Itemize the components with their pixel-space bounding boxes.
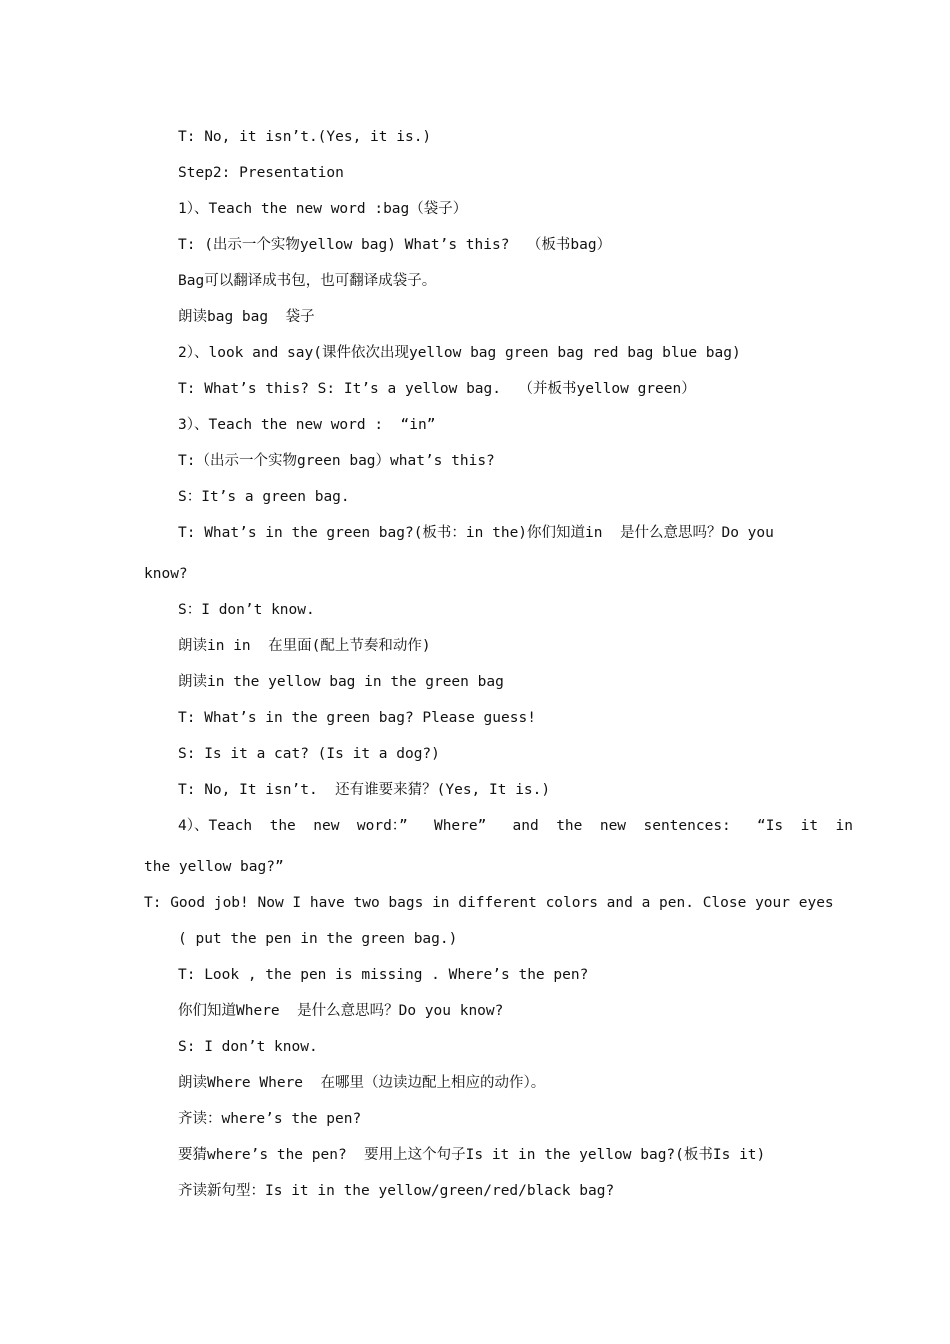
line-20: 4）、Teach the new word：” Where” and the new sentences: “Is it in [178,818,854,834]
line-3: 1）、Teach the new word :bag（袋子） [178,201,468,217]
line-4: T: (出示一个实物yellow bag) What’s this? （板书bag） [178,237,612,253]
line-8: T: What’s this? S: It’s a yellow bag. （并板书yellow green） [178,381,696,397]
line-7: 2）、look and say(课件依次出现yellow bag green bag red bag blue bag) [178,345,741,361]
line-9: 3）、Teach the new word : “in” [178,417,436,433]
line-17: T: What’s in the green bag? Please guess! [178,710,536,726]
line-1: T: No, it isn’t.(Yes, it is.) [178,129,432,145]
line-26: S: I don’t know. [178,1039,318,1055]
line-28: 齐读：where’s the pen? [178,1111,362,1127]
line-18: S: Is it a cat? (Is it a dog?) [178,746,440,762]
line-10: T:（出示一个实物green bag）what’s this? [178,453,495,469]
line-5: Bag可以翻译成书包，也可翻译成袋子。 [178,273,437,289]
line-12: T: What’s in the green bag?(板书：in the)你们知道in 是什么意思吗？Do you [178,525,774,541]
line-30: 齐读新句型：Is it in the yellow/green/red/black bag? [178,1183,615,1199]
line-13: know? [144,566,188,582]
line-27: 朗读Where Where 在哪里（边读边配上相应的动作）。 [178,1075,546,1091]
line-23: ( put the pen in the green bag.) [178,931,458,947]
line-25: 你们知道Where 是什么意思吗？Do you know? [178,1003,504,1019]
line-21: the yellow bag?” [144,859,284,875]
line-2: Step2: Presentation [178,165,344,181]
line-11: S：It’s a green bag. [178,489,350,505]
line-22: T: Good job! Now I have two bags in different colors and a pen. Close your eyes [144,895,834,911]
line-24: T: Look , the pen is missing . Where’s the pen? [178,967,589,983]
line-19: T: No, It isn’t. 还有谁要来猜？(Yes, It is.) [178,782,551,798]
line-6: 朗读bag bag 袋子 [178,309,315,325]
line-29: 要猜where’s the pen? 要用上这个句子Is it in the yellow bag?(板书Is it) [178,1147,766,1163]
line-15: 朗读in in 在里面(配上节奏和动作) [178,638,431,654]
line-14: S：I don’t know. [178,602,315,618]
line-16: 朗读in the yellow bag in the green bag [178,674,504,690]
